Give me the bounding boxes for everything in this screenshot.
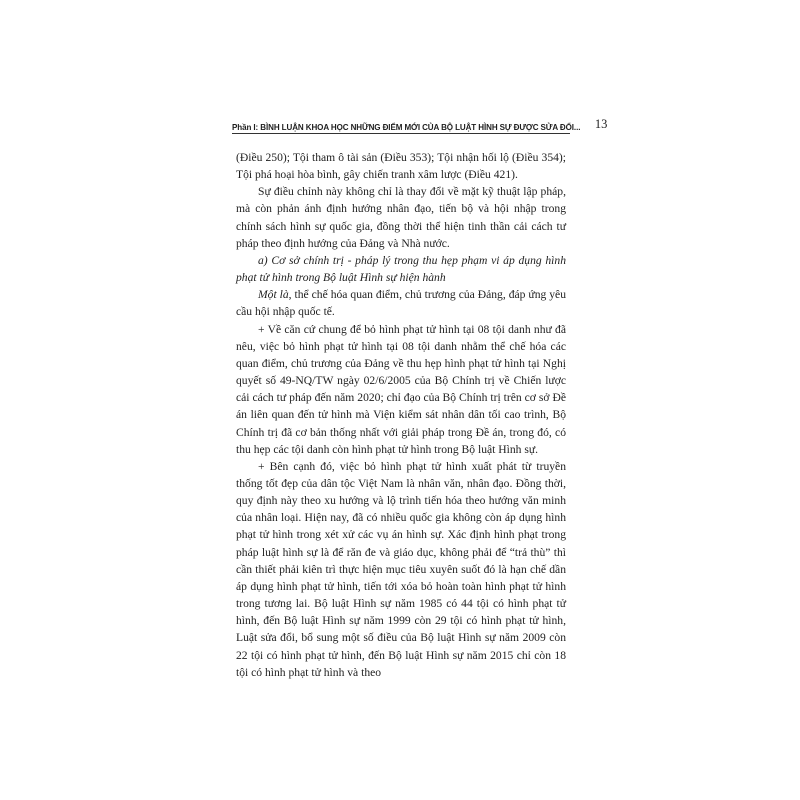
paragraph-2: Sự điều chỉnh này không chỉ là thay đổi về mặt kỹ thuật lập pháp, mà còn phản ánh định hướng nhân đạo, tiến bộ và hội nhập trong chính sách hình sự quốc gia, đồng thời thể hiện tinh thần cải cách tư pháp theo định hướng của Đảng và Nhà nước. bbox=[236, 185, 566, 250]
body-text bbox=[236, 149, 566, 681]
paragraph-4: + Về căn cứ chung để bỏ hình phạt tử hình tại 08 tội danh như đã nêu, việc bỏ hình phạt tử hình tại 08 tội danh nhằm thể chế hóa các quan điểm, chủ trương của Đảng về thu hẹp hình phạt tử hình tại Nghị quyết số 49-NQ/TW ngày 02/6/2005 của Bộ Chính trị về Chiến lược cải cách tư pháp đến năm 2020; chỉ đạo của Bộ Chính trị trên cơ sở Đề án liên quan đến tử hình mà Viện kiểm sát nhân dân tối cao trình, Bộ Chính trị đã cơ bản thống nhất với giải pháp trong Đề án, trong đó, có thu hẹp các tội danh còn hình phạt tử hình trong Bộ luật Hình sự. bbox=[236, 322, 566, 456]
paragraph-3 bbox=[236, 286, 566, 320]
paragraph-1: (Điều 250); Tội tham ô tài sản (Điều 353); Tội nhận hối lộ (Điều 354); Tội phá hoại hòa bình, gây chiến tranh xâm lược (Điều 421). bbox=[236, 151, 566, 182]
section-heading-a: a) Cơ sở chính trị - pháp lý trong thu hẹp phạm vi áp dụng hình phạt tử hình trong Bộ luật Hình sự hiện hành bbox=[236, 253, 566, 285]
paragraph-5: + Bên cạnh đó, việc bỏ hình phạt tử hình xuất phát từ truyền thống tốt đẹp của dân tộc Việt Nam là nhân văn, nhân đạo. Đồng thời, quy định này theo xu hướng và lộ trình tiến hóa theo hướng văn minh của nhân loại. Hiện nay, đã có nhiều quốc gia không còn áp dụng hình phạt tử hình trong xét xử các vụ án hình sự. Xác định hình phạt trong pháp luật hình sự là để răn đe và giáo dục, không phải để “trả thù” thì cần thiết phải kiên trì thực hiện mục tiêu xuyên suốt đó là hạn chế dần áp dụng hình phạt tử hình, tiến tới xóa bỏ hoàn toàn hình phạt tử hình trong tương lai. Bộ luật Hình sự năm 1985 có 44 tội có hình phạt tử hình, đến Bộ luật Hình sự năm 1999 còn 29 tội có hình phạt tử hình, Luật sửa đổi, bổ sung một số điều của Bộ luật Hình sự năm 2009 còn 22 tội có hình phạt tử hình, đến Bộ luật Hình sự năm 2015 chỉ còn 18 tội có hình phạt tử hình và theo bbox=[236, 459, 566, 679]
paragraph-3-lead: Một là bbox=[258, 288, 289, 302]
paragraph-3-text: , thể chế hóa quan điểm, chủ trương của Đảng, đáp ứng yêu cầu hội nhập quốc tế. bbox=[236, 288, 566, 319]
running-header bbox=[232, 117, 608, 132]
page-number: 13 bbox=[594, 117, 608, 131]
running-header-title: Phần I: BÌNH LUẬN KHOA HỌC NHỮNG ĐIỂM MỚI CỦA BỘ LUẬT HÌNH SỰ ĐƯỢC SỬA ĐỔI... bbox=[232, 121, 581, 132]
header-rule bbox=[232, 133, 570, 134]
